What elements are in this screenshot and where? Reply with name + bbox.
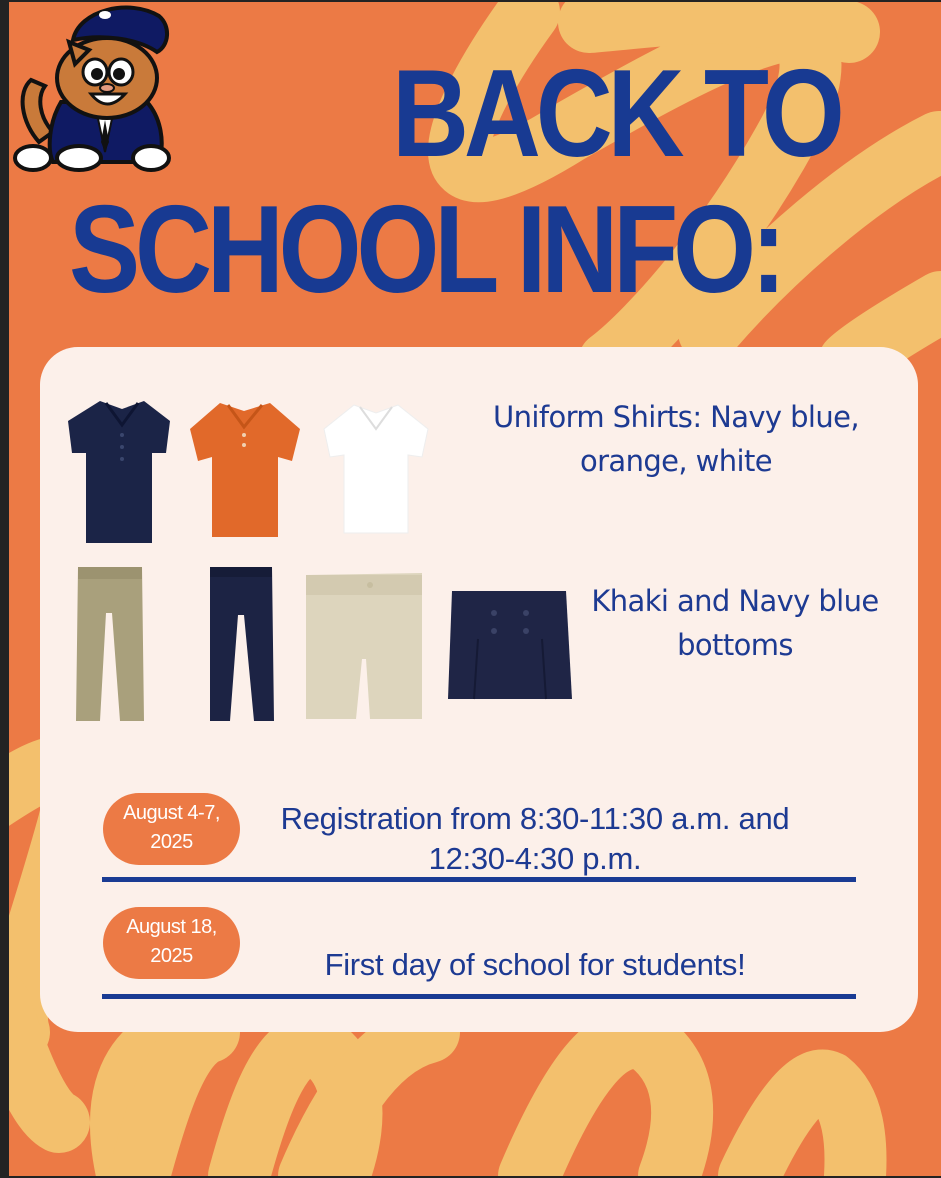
event-description: First day of school for students! [324,947,746,982]
event-divider [102,877,856,882]
uniform-bottoms-text: Khaki and Navy blue bottoms [591,584,879,662]
uniform-shirts-text: Uniform Shirts: Navy blue, orange, white [492,400,860,478]
event-date-line-1: August 4-7, [123,802,220,824]
navy-polo-shirt-image [66,395,178,545]
title-line-2: SCHOOL INFO: [69,181,782,319]
event-date-line-2: 2025 [150,945,193,967]
navy-skort-image [448,589,572,701]
event-divider [102,994,856,999]
event-date-line-2: 2025 [150,831,193,853]
info-card [40,347,918,1032]
event-description [255,799,815,879]
white-polo-shirt-image [320,401,432,535]
event-description-line-1: Registration from 8:30-11:30 a.m. and [280,801,790,836]
event-description-line-2: 12:30-4:30 p.m. [428,841,642,876]
event-date-badge [103,907,240,979]
jaguar-mascot-icon [9,2,179,178]
khaki-shorts-image [306,569,422,721]
navy-pants-image [206,563,278,723]
back-to-school-poster [9,2,941,1176]
event-date-badge [103,793,240,865]
event-date-line-1: August 18, [126,916,217,938]
khaki-pants-image [74,563,146,723]
orange-polo-shirt-image [184,399,306,539]
title-line-1: BACK TO [392,45,840,183]
